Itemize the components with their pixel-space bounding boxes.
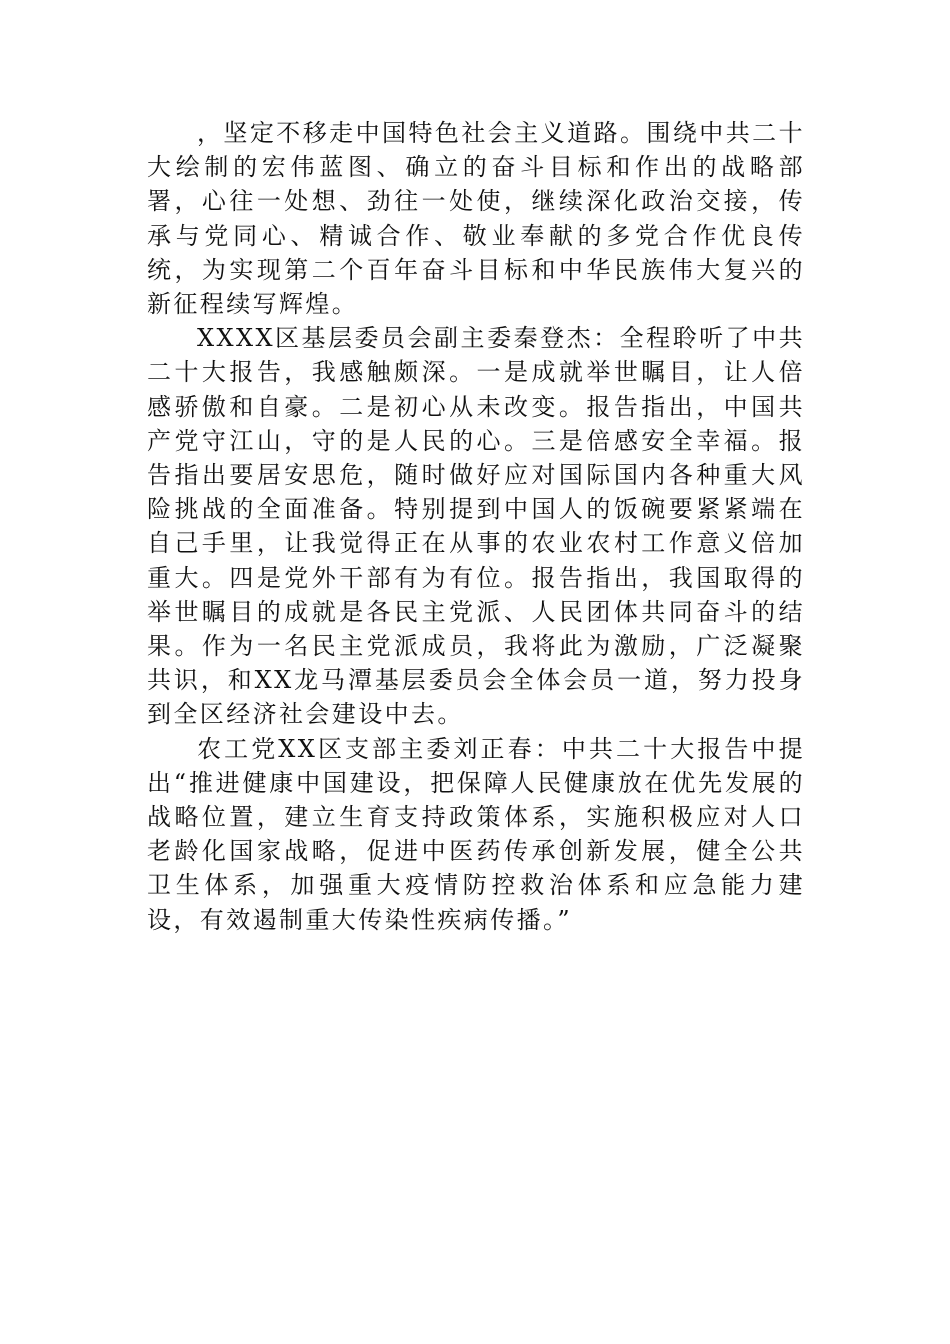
paragraph-qin-dengjie: XXXX区基层委员会副主委秦登杰：全程聆听了中共二十大报告，我感触颇深。一是成就举世瞩目，让人倍感骄傲和自豪。二是初心从未改变。报告指出，中国共产党守江山，守的是人民的心。三是倍感安全幸福。报告指出要居安思危，随时做好应对国际国内各种重大风险挑战的全面准备。特别提到中国人的饭碗要紧紧端在自己手里，让我觉得正在从事的农业农村工作意义倍加重大。四是党外干部有为有位。报告指出，我国取得的举世瞩目的成就是各民主党派、人民团体共同奋斗的结果。作为一名民主党派成员，我将此为激励，广泛凝聚共识，和XX龙马潭基层委员会全体会员一道，努力投身到全区经济社会建设中去。 bbox=[147, 324, 805, 729]
document-body bbox=[147, 116, 805, 937]
paragraph-liu-zhengchun: 农工党XX区支部主委刘正春：中共二十大报告中提出“推进健康中国建设，把保障人民健康放在优先发展的战略位置，建立生育支持政策体系，实施积极应对人口老龄化国家战略，促进中医药传承创新发展，健全公共卫生体系，加强重大疫情防控救治体系和应急能力建设，有效遏制重大传染性疾病传播。” bbox=[147, 734, 805, 934]
paragraph-continuation: ，坚定不移走中国特色社会主义道路。围绕中共二十大绘制的宏伟蓝图、确立的奋斗目标和作出的战略部署，心往一处想、劲往一处使，继续深化政治交接，传承与党同心、精诚合作、敬业奉献的多党合作优良传统，为实现第二个百年奋斗目标和中华民族伟大复兴的新征程续写辉煌。 bbox=[147, 119, 805, 319]
